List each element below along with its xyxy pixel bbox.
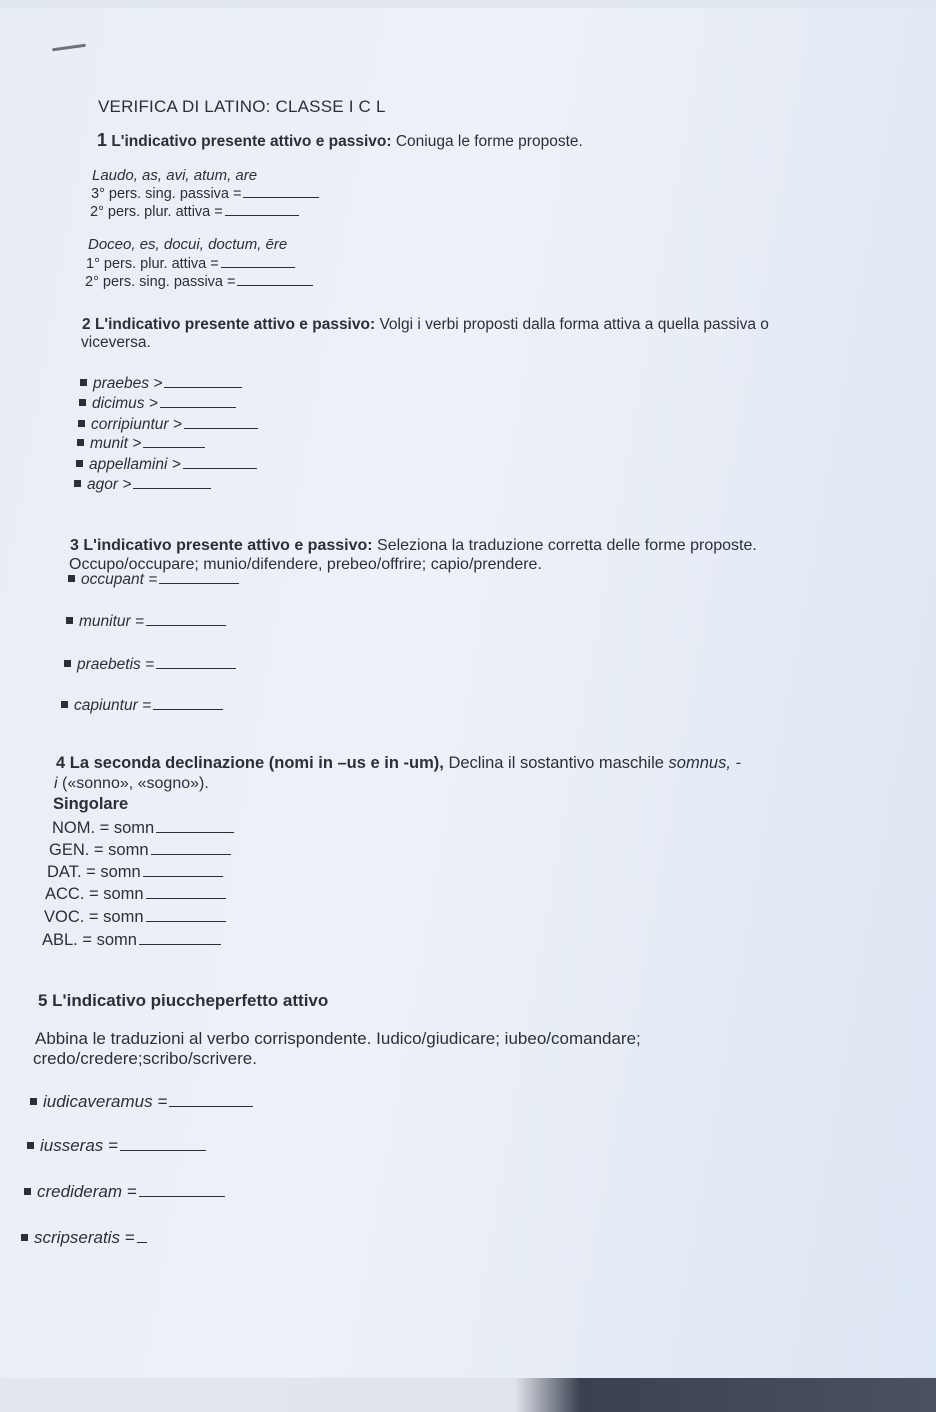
answer-blank[interactable]	[153, 695, 223, 710]
ex1-item: 2° pers. plur. attiva =	[90, 201, 299, 221]
bullet-icon	[77, 439, 84, 446]
answer-blank[interactable]	[237, 271, 313, 286]
list-item: agor >	[74, 474, 211, 494]
case-row: DAT. = somn	[47, 862, 223, 881]
ex5-instruction-cont: credo/credere;scribo/scrivere.	[33, 1049, 257, 1068]
answer-blank[interactable]	[139, 1182, 225, 1197]
answer-blank[interactable]	[156, 818, 234, 833]
answer-blank[interactable]	[156, 654, 236, 669]
answer-blank[interactable]	[139, 930, 221, 945]
ex3-vocabulary: Occupo/occupare; munio/difendere, prebeo/offrire; capio/prendere.	[69, 556, 542, 573]
ex4-subheading: Singolare	[53, 795, 129, 813]
answer-blank[interactable]	[221, 253, 295, 268]
case-row: NOM. = somn	[52, 818, 234, 837]
list-item: munitur =	[66, 611, 226, 631]
answer-blank[interactable]	[143, 862, 223, 877]
ex2-heading-cont: viceversa.	[81, 334, 151, 351]
answer-blank[interactable]	[243, 183, 319, 198]
list-item: credideram =	[24, 1182, 225, 1201]
answer-blank[interactable]	[133, 474, 211, 489]
list-item: iudicaveramus =	[30, 1092, 253, 1111]
ex3-heading: 3 L'indicativo presente attivo e passivo: Seleziona la traduzione corretta delle forme proposte.	[70, 537, 757, 554]
bullet-icon	[30, 1098, 37, 1105]
answer-blank[interactable]	[184, 414, 258, 429]
ex1-verb2: Doceo, es, docui, doctum, ēre	[88, 236, 288, 253]
case-row: ACC. = somn	[45, 884, 226, 903]
answer-blank[interactable]	[164, 373, 242, 388]
answer-blank[interactable]	[143, 433, 205, 448]
bullet-icon	[78, 420, 85, 427]
bullet-icon	[79, 399, 86, 406]
ex1-item: 3° pers. sing. passiva =	[91, 183, 319, 203]
bullet-icon	[74, 480, 81, 487]
answer-blank[interactable]	[183, 454, 257, 469]
answer-blank[interactable]	[146, 907, 226, 922]
bullet-icon	[21, 1234, 28, 1241]
answer-blank[interactable]	[151, 840, 231, 855]
ex5-instruction: Abbina le traduzioni al verbo corrispondente. Iudico/giudicare; iubeo/comandare;	[35, 1029, 641, 1048]
list-item: capiuntur =	[61, 695, 223, 715]
list-item: praebetis =	[64, 654, 236, 674]
answer-blank[interactable]	[146, 884, 226, 899]
table-edge	[0, 1378, 936, 1412]
list-item: appellamini >	[76, 454, 257, 474]
page-title: VERIFICA DI LATINO: CLASSE I C L	[98, 97, 386, 116]
bullet-icon	[66, 617, 73, 624]
case-row: VOC. = somn	[44, 907, 226, 926]
case-row: GEN. = somn	[49, 840, 231, 859]
ex1-item: 1° pers. plur. attiva =	[86, 253, 295, 273]
answer-blank[interactable]	[169, 1092, 253, 1107]
bullet-icon	[27, 1142, 34, 1149]
bullet-icon	[64, 660, 71, 667]
ex4-heading: 4 La seconda declinazione (nomi in –us e in -um), Declina il sostantivo maschile somnus, -	[56, 754, 741, 772]
bullet-icon	[76, 460, 83, 467]
answer-blank[interactable]	[146, 611, 226, 626]
bullet-icon	[68, 575, 75, 582]
list-item: scripseratis =	[21, 1228, 147, 1247]
answer-blank[interactable]	[160, 393, 236, 408]
bullet-icon	[80, 379, 87, 386]
ex4-heading-cont: i («sonno», «sogno»).	[54, 775, 209, 792]
list-item: occupant =	[68, 569, 239, 589]
list-item: iusseras =	[27, 1136, 206, 1155]
answer-blank[interactable]	[137, 1228, 147, 1243]
answer-blank[interactable]	[120, 1136, 206, 1151]
case-row: ABL. = somn	[42, 930, 221, 949]
list-item: munit >	[77, 433, 205, 453]
bullet-icon	[61, 701, 68, 708]
list-item: dicimus >	[79, 393, 236, 413]
ex1-item: 2° pers. sing. passiva =	[85, 271, 313, 291]
ex2-heading: 2 L'indicativo presente attivo e passivo: Volgi i verbi proposti dalla forma attiva a quella passiva o	[82, 316, 769, 333]
answer-blank[interactable]	[159, 569, 239, 584]
ex5-heading: 5 L'indicativo piuccheperfetto attivo	[38, 991, 329, 1010]
list-item: corripiuntur >	[78, 414, 258, 434]
list-item: praebes >	[80, 373, 242, 393]
bullet-icon	[24, 1188, 31, 1195]
ex1-heading: 1 L'indicativo presente attivo e passivo: Coniuga le forme proposte.	[97, 130, 583, 150]
ex1-verb1: Laudo, as, avi, atum, are	[92, 167, 258, 184]
answer-blank[interactable]	[225, 201, 299, 216]
